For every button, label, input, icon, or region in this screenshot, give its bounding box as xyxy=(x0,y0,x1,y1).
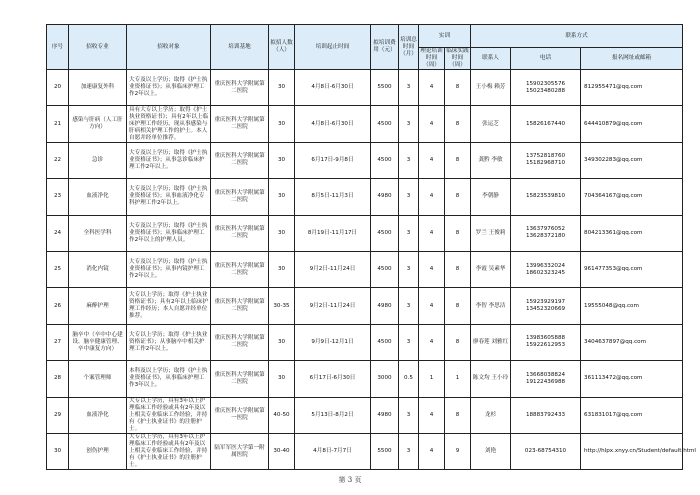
cell-phone: 15826167440 xyxy=(511,106,581,142)
cell-person: 张运芝 xyxy=(471,106,511,142)
cell-base: 重庆医科大学附属第二医院 xyxy=(211,251,269,287)
cell-target: 大专及以上学历；取得《护士执业资格证书》；从事内镜护理工作2年以上。 xyxy=(127,251,211,287)
cell-phone: 13637976052 13628372180 xyxy=(511,215,581,251)
cell-major: 消化内镜 xyxy=(69,251,127,287)
cell-duration: 3 xyxy=(399,106,419,142)
cell-fee: 4500 xyxy=(371,324,399,360)
header-row xyxy=(47,25,683,48)
header-duration: 培训总时间（月） xyxy=(399,25,419,70)
header-seq: 序号 xyxy=(47,25,69,70)
cell-base: 重庆医科大学附属第二医院 xyxy=(211,215,269,251)
cell-period: 4月8日-7月7日 xyxy=(295,433,371,469)
cell-clinical: 8 xyxy=(445,142,471,178)
cell-email: 704364167@qq.com xyxy=(581,179,683,215)
cell-clinical: 1 xyxy=(445,361,471,397)
cell-major: 血液净化 xyxy=(69,397,127,433)
cell-seq: 20 xyxy=(47,70,69,106)
cell-base: 重庆医科大学附属第一医院 xyxy=(211,397,269,433)
cell-theory: 4 xyxy=(419,324,445,360)
cell-quota: 30 xyxy=(269,215,295,251)
cell-period: 9月2日-11月24日 xyxy=(295,251,371,287)
cell-fee: 5500 xyxy=(371,433,399,469)
header-person: 联系人 xyxy=(471,48,511,70)
table-row xyxy=(47,361,683,397)
header-period: 培训起止时间 xyxy=(295,25,371,70)
cell-person: 罗兰 王俊莉 xyxy=(471,215,511,251)
cell-phone: 15902305576 15023480288 xyxy=(511,70,581,106)
cell-quota: 40-50 xyxy=(269,397,295,433)
table-row xyxy=(47,397,683,433)
cell-duration: 0.5 xyxy=(399,361,419,397)
table-row xyxy=(47,324,683,360)
cell-target: 大专以上学历，具有3年以上护理临床工作经验或具有2年及以上相关专业临床工作经验，并持有《护士执业证书》的注册护士。 xyxy=(127,433,211,469)
cell-person: 李朝静 xyxy=(471,179,511,215)
cell-theory: 1 xyxy=(419,361,445,397)
header-major: 招收专业 xyxy=(69,25,127,70)
cell-email: 804213361@qq.com xyxy=(581,215,683,251)
cell-clinical: 8 xyxy=(445,324,471,360)
cell-seq: 30 xyxy=(47,433,69,469)
cell-fee: 4500 xyxy=(371,215,399,251)
cell-duration: 3 xyxy=(399,251,419,287)
cell-quota: 30 xyxy=(269,70,295,106)
cell-person: 刘艳 xyxy=(471,433,511,469)
cell-clinical: 8 xyxy=(445,251,471,287)
cell-base: 重庆医科大学附属第二医院 xyxy=(211,324,269,360)
header-target: 招收对象 xyxy=(127,25,211,70)
cell-target: 大专及以上学历；取得《护士执业资格证书》；从事临床护理工作2年以上。 xyxy=(127,70,211,106)
cell-theory: 4 xyxy=(419,251,445,287)
cell-major: 创伤护理 xyxy=(69,433,127,469)
header-theory: 理论培训时间（周） xyxy=(420,48,443,68)
cell-quota: 30 xyxy=(269,179,295,215)
page-number: 第 3 页 xyxy=(338,476,362,484)
cell-duration: 3 xyxy=(399,324,419,360)
cell-target: 大专以上学历；取得《护士执业资格证书》；具有2年以上临床护理工作经历；本人自愿并经单位推荐。 xyxy=(127,288,211,324)
cell-quota: 30-35 xyxy=(269,288,295,324)
cell-seq: 21 xyxy=(47,106,69,142)
cell-major: 血液净化 xyxy=(69,179,127,215)
cell-person: 李霞 吴素华 xyxy=(471,251,511,287)
cell-period: 6月17日-6月30日 xyxy=(295,361,371,397)
cell-clinical: 8 xyxy=(445,70,471,106)
table-row xyxy=(47,142,683,178)
cell-duration: 3 xyxy=(399,70,419,106)
cell-person: 龙杉 xyxy=(471,397,511,433)
header-clinical: 临床实践时间（周） xyxy=(446,48,469,68)
cell-target: 大专以上学历；取得《护士执业资格证书》；从事脑卒中相关护理工作2年以上。 xyxy=(127,324,211,360)
cell-email: 361113472@qq.com xyxy=(581,361,683,397)
cell-fee: 4500 xyxy=(371,142,399,178)
cell-fee: 4980 xyxy=(371,179,399,215)
header-base: 培训基地 xyxy=(211,25,269,70)
cell-theory: 4 xyxy=(419,288,445,324)
cell-phone: 15823539810 xyxy=(511,179,581,215)
cell-email: 961477353@qq.com xyxy=(581,251,683,287)
cell-target: 大专及以上学历；取得《护士执业资格证书》；从事急诊临床护理工作2年以上。 xyxy=(127,142,211,178)
cell-base: 重庆医科大学附属第二医院 xyxy=(211,361,269,397)
header-phone: 电话 xyxy=(511,48,581,70)
cell-base: 重庆医科大学附属第二医院 xyxy=(211,142,269,178)
cell-base: 重庆医科大学附属第二医院 xyxy=(211,288,269,324)
cell-duration: 3 xyxy=(399,215,419,251)
cell-base: 重庆医科大学附属第二医院 xyxy=(211,70,269,106)
cell-phone: 13668038824 19122436988 xyxy=(511,361,581,397)
cell-person: 王小梅 赖芳 xyxy=(471,70,511,106)
cell-theory: 4 xyxy=(419,106,445,142)
cell-seq: 27 xyxy=(47,324,69,360)
cell-seq: 28 xyxy=(47,361,69,397)
cell-period: 5月13日-8月2日 xyxy=(295,397,371,433)
cell-quota: 30 xyxy=(269,106,295,142)
cell-duration: 3 xyxy=(399,142,419,178)
cell-major: 个案管理师 xyxy=(69,361,127,397)
table-row xyxy=(47,215,683,251)
cell-fee: 5500 xyxy=(371,70,399,106)
cell-seq: 29 xyxy=(47,397,69,433)
cell-period: 8月5日-11月3日 xyxy=(295,179,371,215)
cell-target: 大专及以上学历；取得《护士执业资格证书》；从事血液净化专科护理工作2年以上。 xyxy=(127,179,211,215)
header-email: 报名网址或邮箱 xyxy=(581,48,683,70)
cell-email: 644410879@qq.com xyxy=(581,106,683,142)
cell-phone: 15923929197 13452320669 xyxy=(511,288,581,324)
cell-target: 本科及以上学历；取得《护士执业资格证书》，从事临床护理工作3年以上。 xyxy=(127,361,211,397)
table-row xyxy=(47,70,683,106)
cell-person: 龚黔 李敏 xyxy=(471,142,511,178)
cell-period: 4月8日-6月30日 xyxy=(295,106,371,142)
cell-target: 大专以上学历，具有3年以上护理临床工作经验或具有2年及以上相关专业临床工作经验，并持有《护士执业证书》的注册护士。 xyxy=(127,397,211,433)
cell-phone: 13996332024 18602323245 xyxy=(511,251,581,287)
cell-quota: 30-40 xyxy=(269,433,295,469)
cell-clinical: 9 xyxy=(445,433,471,469)
cell-email[interactable]: http://hlpx.xnyy.cn/Student/default.html xyxy=(581,433,683,469)
cell-target: 具有大专以上学历；取得《护士执业资格证书》；具有2年以上临床护理工作经历，现从事感染与肝病相关护理工作的护士。本人自愿并经单位推荐。 xyxy=(127,106,211,142)
cell-phone: 13752818760 15182968710 xyxy=(511,142,581,178)
cell-person: 陈文均 王小玲 xyxy=(471,361,511,397)
cell-major: 脑卒中（卒中中心建设、脑卒健康管理、卒中康复方向） xyxy=(69,324,127,360)
cell-theory: 4 xyxy=(419,433,445,469)
cell-quota: 30 xyxy=(269,251,295,287)
header-quota: 拟招人数（人） xyxy=(269,25,295,70)
cell-fee: 4500 xyxy=(371,106,399,142)
cell-seq: 25 xyxy=(47,251,69,287)
cell-fee: 4500 xyxy=(371,251,399,287)
cell-period: 4月8日-6月30日 xyxy=(295,70,371,106)
cell-quota: 30 xyxy=(269,142,295,178)
table-row xyxy=(47,251,683,287)
table-row xyxy=(47,288,683,324)
cell-period: 6月17日-9月8日 xyxy=(295,142,371,178)
cell-clinical: 8 xyxy=(445,179,471,215)
cell-duration: 3 xyxy=(399,179,419,215)
cell-seq: 24 xyxy=(47,215,69,251)
cell-target: 大专及以上学历；取得《护士执业资格证书》；从事临床护理工作2年以上的护理人员。 xyxy=(127,215,211,251)
cell-email: 812955471@qq.com xyxy=(581,70,683,106)
cell-phone: 13983605888 15922612953 xyxy=(511,324,581,360)
cell-theory: 4 xyxy=(419,215,445,251)
table-row xyxy=(47,433,683,469)
cell-base: 重庆医科大学附属第二医院 xyxy=(211,179,269,215)
cell-major: 麻醉护理 xyxy=(69,288,127,324)
cell-person: 李智 李思洁 xyxy=(471,288,511,324)
cell-theory: 4 xyxy=(419,397,445,433)
cell-fee: 4980 xyxy=(371,397,399,433)
header-practice: 实训 xyxy=(419,25,471,48)
cell-email: 631831017@qq.com xyxy=(581,397,683,433)
cell-major: 全科医学科 xyxy=(69,215,127,251)
cell-phone: 023-68754310 xyxy=(511,433,581,469)
cell-clinical: 8 xyxy=(445,397,471,433)
cell-clinical: 8 xyxy=(445,288,471,324)
cell-theory: 4 xyxy=(419,70,445,106)
cell-major: 感染与肝病（人工肝方向） xyxy=(69,106,127,142)
cell-person: 廖春莲 刘雅红 xyxy=(471,324,511,360)
table-row xyxy=(47,179,683,215)
binder-holes xyxy=(12,0,688,4)
cell-base: 重庆医科大学附属第二医院 xyxy=(211,106,269,142)
cell-email: 349302283@qq.com xyxy=(581,142,683,178)
cell-fee: 3000 xyxy=(371,361,399,397)
table-row xyxy=(47,106,683,142)
cell-duration: 3 xyxy=(399,397,419,433)
cell-period: 9月9日-12月1日 xyxy=(295,324,371,360)
cell-phone: 18883792433 xyxy=(511,397,581,433)
cell-theory: 4 xyxy=(419,179,445,215)
cell-base: 陆军军医大学第一附属医院 xyxy=(211,433,269,469)
header-contact: 联系方式 xyxy=(471,25,683,48)
cell-period: 9月2日-11月24日 xyxy=(295,288,371,324)
cell-theory: 4 xyxy=(419,142,445,178)
training-table xyxy=(46,24,696,470)
cell-email: 19555048@qq.com xyxy=(581,288,683,324)
header-fee: 拟培训费用（元） xyxy=(371,25,399,70)
cell-seq: 22 xyxy=(47,142,69,178)
cell-clinical: 8 xyxy=(445,106,471,142)
cell-seq: 26 xyxy=(47,288,69,324)
cell-duration: 3 xyxy=(399,288,419,324)
cell-quota: 30 xyxy=(269,361,295,397)
cell-email: 3404637897@qq.com xyxy=(581,324,683,360)
cell-period: 8月19日-11月17日 xyxy=(295,215,371,251)
cell-fee: 4980 xyxy=(371,288,399,324)
cell-major: 急诊 xyxy=(69,142,127,178)
cell-quota: 30 xyxy=(269,324,295,360)
cell-major: 加速康复外科 xyxy=(69,70,127,106)
cell-seq: 23 xyxy=(47,179,69,215)
cell-duration: 3 xyxy=(399,433,419,469)
cell-clinical: 8 xyxy=(445,215,471,251)
